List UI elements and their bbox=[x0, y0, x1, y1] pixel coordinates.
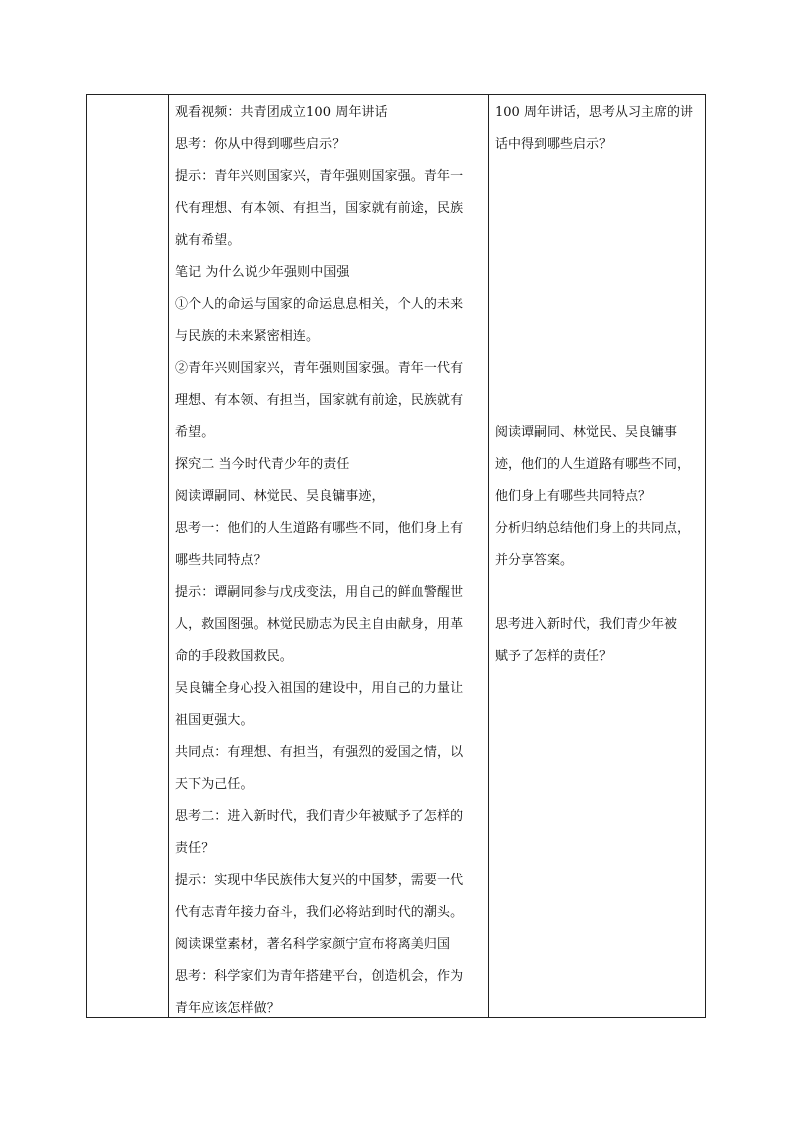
activity-line: 话中得到哪些启示？ bbox=[495, 137, 613, 152]
content-line: 观看视频：共青团成立100 周年讲话 bbox=[175, 105, 388, 120]
content-line: 代有志青年接力奋斗，我们必将站到时代的潮头。 bbox=[175, 905, 464, 920]
content-line: 天下为己任。 bbox=[175, 777, 254, 792]
content-line: 提示：实现中华民族伟大复兴的中国梦，需要一代 bbox=[175, 873, 464, 888]
content-line: 哪些共同特点？ bbox=[175, 553, 267, 568]
content-line: 阅读谭嗣同、林觉民、吴良镛事迹， bbox=[175, 489, 385, 504]
content-line: 探究二 当今时代青少年的责任 bbox=[175, 457, 350, 472]
content-line: 命的手段救国救民。 bbox=[175, 649, 293, 664]
activity-line: 他们身上有哪些共同特点？ bbox=[495, 489, 652, 504]
content-line: 理想、有本领、有担当，国家就有前途，民族就有 bbox=[175, 393, 464, 408]
content-line: 思考：科学家们为青年搭建平台，创造机会，作为 bbox=[175, 969, 464, 984]
content-line: 祖国更强大。 bbox=[175, 713, 254, 728]
lesson-table bbox=[86, 94, 706, 1018]
content-line: 希望。 bbox=[175, 425, 215, 440]
activity-line: 赋予了怎样的责任？ bbox=[495, 649, 613, 664]
content-line: 责任？ bbox=[175, 841, 215, 856]
content-line: 笔记 为什么说少年强则中国强 bbox=[175, 265, 350, 280]
content-line: 人，救国图强。林觉民励志为民主自由献身，用革 bbox=[175, 617, 464, 632]
activity-line: 分析归纳总结他们身上的共同点， bbox=[495, 521, 691, 536]
activity-line: 思考进入新时代，我们青少年被 bbox=[495, 617, 678, 632]
empty-column bbox=[87, 95, 169, 1017]
content-line: 思考二：进入新时代，我们青少年被赋予了怎样的 bbox=[175, 809, 464, 824]
content-line: 思考一：他们的人生道路有哪些不同，他们身上有 bbox=[175, 521, 464, 536]
content-line: 代有理想、有本领、有担当，国家就有前途，民族 bbox=[175, 201, 464, 216]
activity-line: 阅读谭嗣同、林觉民、吴良镛事 bbox=[495, 425, 678, 440]
teaching-content-column bbox=[169, 95, 489, 1017]
content-line: 思考：你从中得到哪些启示？ bbox=[175, 137, 346, 152]
content-line: 提示：谭嗣同参与戊戌变法，用自己的鲜血警醒世 bbox=[175, 585, 464, 600]
content-line: 提示：青年兴则国家兴，青年强则国家强。青年一 bbox=[175, 169, 464, 184]
content-line: 与民族的未来紧密相连。 bbox=[175, 329, 320, 344]
content-line: 阅读课堂素材，著名科学家颜宁宣布将离美归国 bbox=[175, 937, 451, 952]
content-line: 就有希望。 bbox=[175, 233, 241, 248]
activity-line: 并分享答案。 bbox=[495, 553, 574, 568]
activity-line: 100 周年讲话，思考从习主席的讲 bbox=[495, 105, 693, 120]
student-activity-column bbox=[489, 95, 705, 1017]
content-line: 共同点：有理想、有担当，有强烈的爱国之情，以 bbox=[175, 745, 464, 760]
content-line: ①个人的命运与国家的命运息息相关，个人的未来 bbox=[175, 297, 464, 312]
activity-line: 迹，他们的人生道路有哪些不同， bbox=[495, 457, 691, 472]
content-line: 青年应该怎样做？ bbox=[175, 1001, 280, 1016]
content-line: ②青年兴则国家兴，青年强则国家强。青年一代有 bbox=[175, 361, 464, 376]
content-line: 吴良镛全身心投入祖国的建设中，用自己的力量让 bbox=[175, 681, 464, 696]
